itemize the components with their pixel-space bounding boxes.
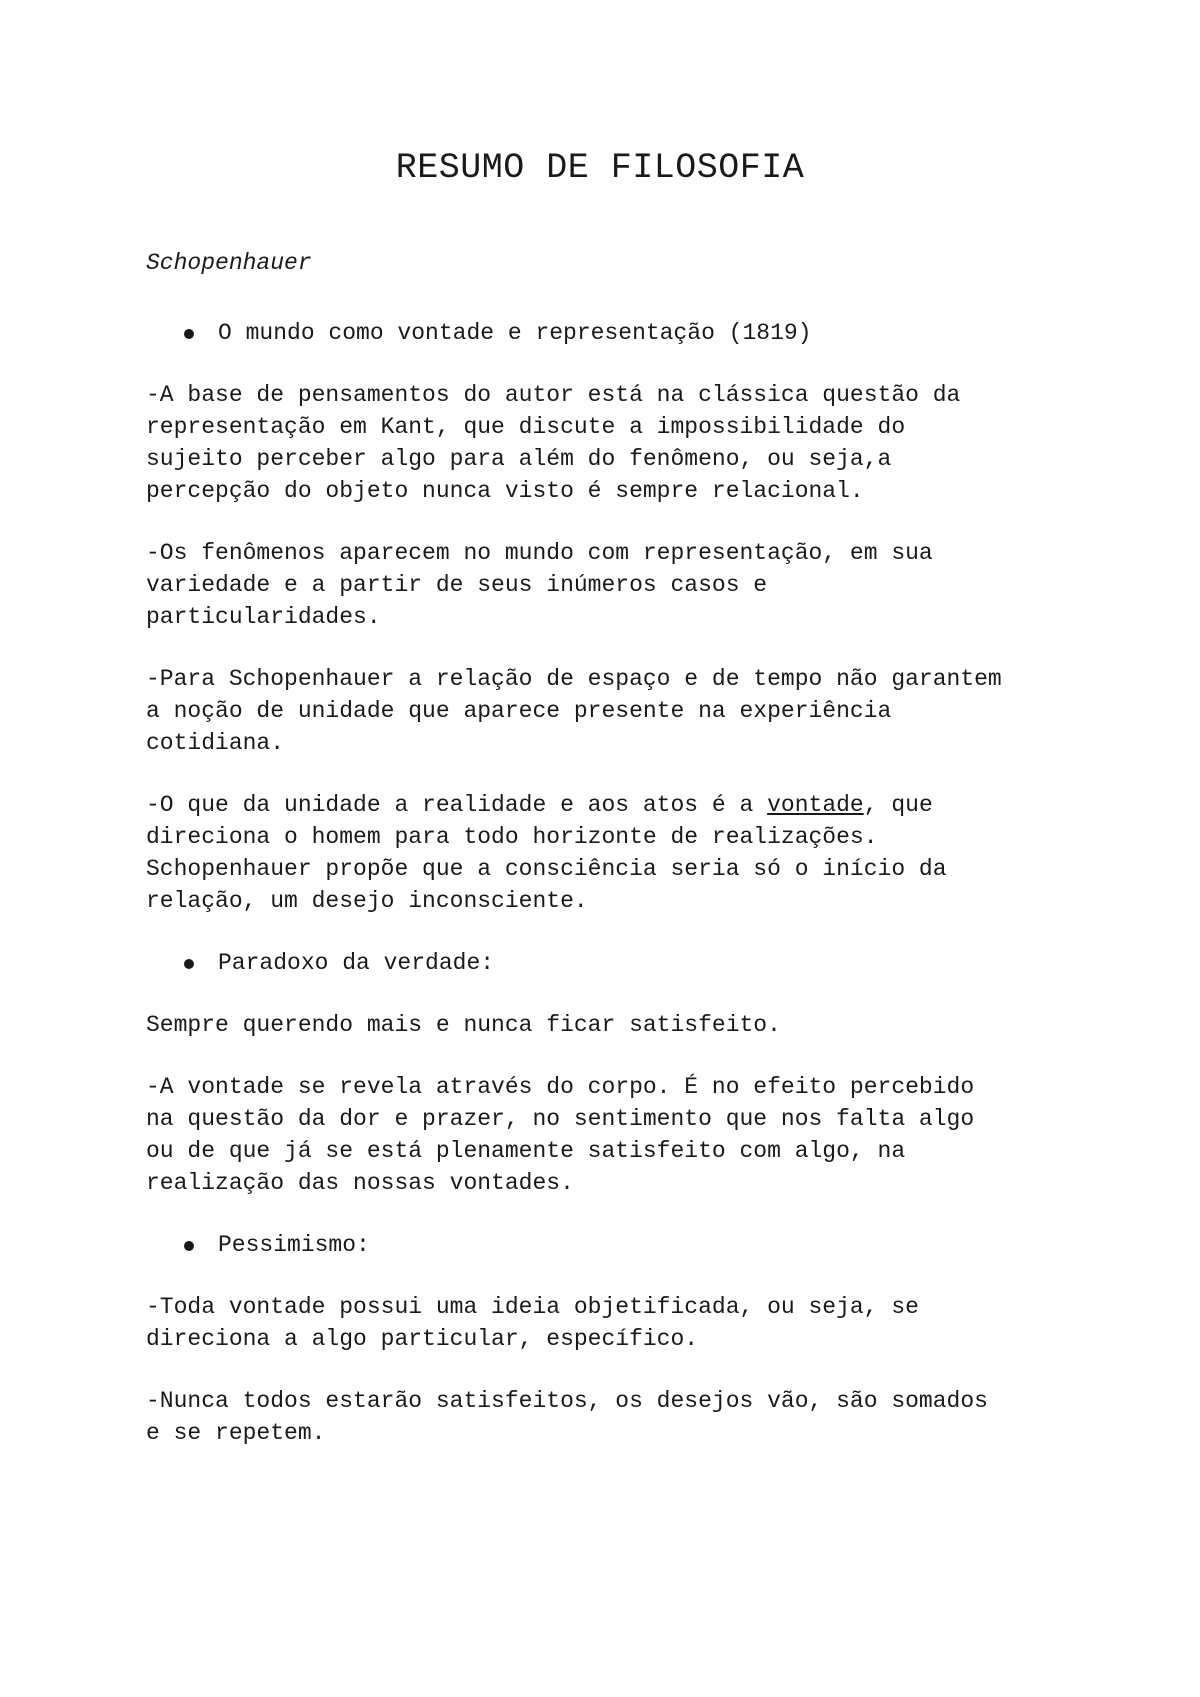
document-body: [146, 247, 1086, 1479]
paragraph-line: direciona o homem para todo horizonte de realizações.: [146, 824, 878, 850]
page-title: RESUMO DE FILOSOFIA: [395, 148, 805, 188]
paragraph-line: -Para Schopenhauer a relação de espaço e de tempo não garantem: [146, 666, 1002, 692]
paragraph-line: a noção de unidade que aparece presente na experiência: [146, 698, 892, 724]
bullet-item: [146, 317, 1086, 349]
bullet-dot-icon: [184, 329, 194, 339]
paragraph-line: representação em Kant, que discute a impossibilidade do: [146, 414, 906, 440]
paragraph: [146, 789, 1086, 917]
paragraph-line: -Nunca todos estarão satisfeitos, os desejos vão, são somados: [146, 1388, 988, 1414]
paragraph-line: -A base de pensamentos do autor está na clássica questão da: [146, 382, 961, 408]
paragraph-line: percepção do objeto nunca visto é sempre relacional.: [146, 478, 864, 504]
bullet-text: O mundo como vontade e representação (1819): [218, 320, 812, 346]
paragraph-line: -Toda vontade possui uma ideia objetificada, ou seja, se: [146, 1294, 919, 1320]
paragraph-line: realização das nossas vontades.: [146, 1170, 574, 1196]
paragraph: [146, 663, 1086, 759]
paragraph-line: direciona a algo particular, específico.: [146, 1326, 699, 1352]
text-segment: -O que da unidade a realidade e aos atos é a: [146, 792, 768, 818]
paragraph: [146, 537, 1086, 633]
underlined-term: vontade: [767, 792, 864, 818]
paragraph-line: na questão da dor e prazer, no sentimento que nos falta algo: [146, 1106, 975, 1132]
author-heading: Schopenhauer: [146, 250, 312, 276]
paragraph: [146, 1071, 1086, 1199]
bullet-text: Paradoxo da verdade:: [218, 950, 495, 976]
paragraph: [146, 1385, 1086, 1449]
bullet-dot-icon: [184, 1241, 194, 1251]
paragraph-line: Sempre querendo mais e nunca ficar satisfeito.: [146, 1012, 781, 1038]
paragraph-line: ou de que já se está plenamente satisfeito com algo, na: [146, 1138, 906, 1164]
bullet-item: [146, 947, 1086, 979]
paragraph-line: particularidades.: [146, 604, 381, 630]
paragraph: [146, 379, 1086, 507]
paragraph-line: cotidiana.: [146, 730, 285, 756]
paragraph-line: -Os fenômenos aparecem no mundo com representação, em sua: [146, 540, 933, 566]
text-segment: , que: [863, 792, 933, 818]
bullet-item: [146, 1229, 1086, 1261]
paragraph-line: [146, 789, 1086, 821]
paragraph-line: Schopenhauer propõe que a consciência seria só o início da: [146, 856, 947, 882]
paragraph-line: variedade e a partir de seus inúmeros casos e: [146, 572, 768, 598]
paragraph-line: e se repetem.: [146, 1420, 326, 1446]
paragraph-line: -A vontade se revela através do corpo. É no efeito percebido: [146, 1074, 975, 1100]
paragraph-line: sujeito perceber algo para além do fenômeno, ou seja,a: [146, 446, 892, 472]
paragraph-line: relação, um desejo inconsciente.: [146, 888, 588, 914]
bullet-text: Pessimismo:: [218, 1232, 370, 1258]
bullet-dot-icon: [184, 959, 194, 969]
paragraph: [146, 1009, 1086, 1041]
paragraph: [146, 1291, 1086, 1355]
